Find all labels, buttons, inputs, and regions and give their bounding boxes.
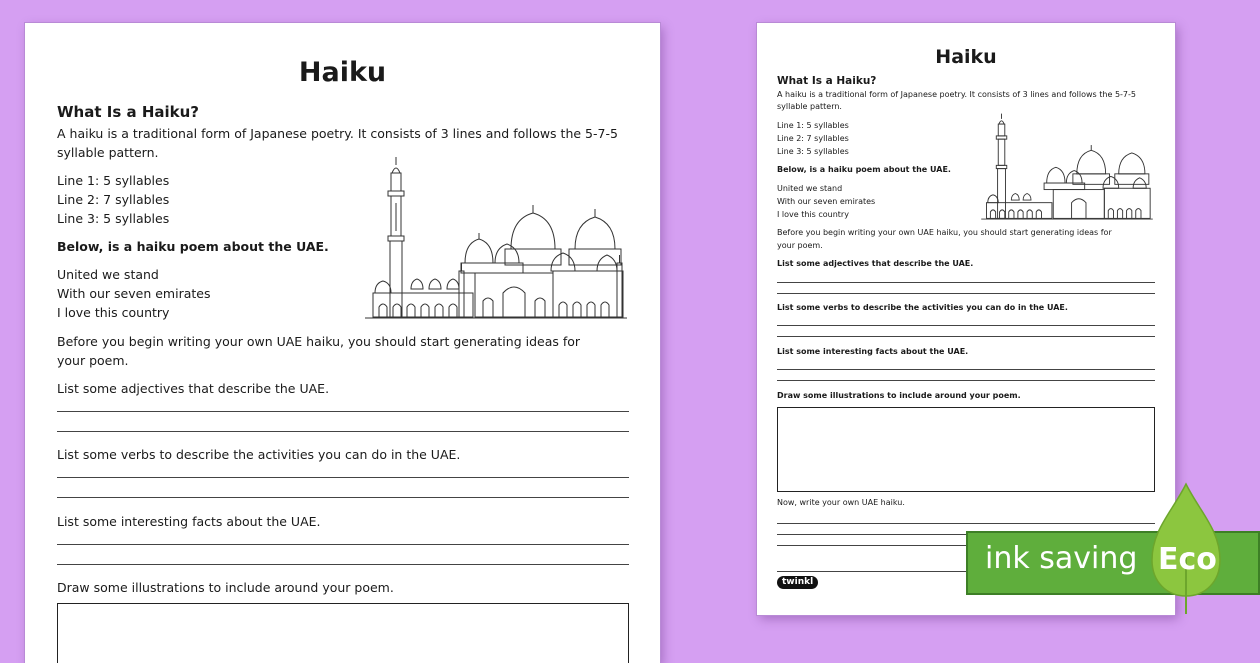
before-text-line-2: your poem. xyxy=(57,353,129,368)
poem-line-2-small: With our seven emirates xyxy=(777,197,876,206)
prompt-adjectives-small: List some adjectives that describe the UAE. xyxy=(777,259,974,268)
prompt-verbs-small: List some verbs to describe the activities you can do in the UAE. xyxy=(777,303,1068,312)
writing-line[interactable] xyxy=(777,523,1155,524)
syllable-line-3-small: Line 3: 5 syllables xyxy=(777,147,849,156)
intro-text-line-1: A haiku is a traditional form of Japanese poetry. It consists of 3 lines and follows the 5-7-5 xyxy=(57,126,618,141)
syllable-line-2-small: Line 2: 7 syllables xyxy=(777,134,849,143)
writing-line[interactable] xyxy=(777,282,1155,283)
writing-line[interactable] xyxy=(57,497,629,498)
page-title: Haiku xyxy=(298,57,387,88)
poem-line-3-small: I love this country xyxy=(777,210,849,219)
mosque-illustration-small xyxy=(981,111,1153,221)
page-title-small: Haiku xyxy=(935,46,997,68)
writing-line[interactable] xyxy=(777,369,1155,370)
prompt-adjectives: List some adjectives that describe the UAE. xyxy=(57,381,330,396)
drawing-box-small[interactable] xyxy=(777,407,1155,492)
prompt-illustrations: Draw some illustrations to include around your poem. xyxy=(57,580,394,595)
syllable-line-1: Line 1: 5 syllables xyxy=(57,173,170,188)
syllable-line-1-small: Line 1: 5 syllables xyxy=(777,121,849,130)
writing-line[interactable] xyxy=(777,293,1155,294)
poem-line-1-small: United we stand xyxy=(777,184,843,193)
poem-line-2: With our seven emirates xyxy=(57,286,211,301)
writing-line[interactable] xyxy=(777,336,1155,337)
mosque-illustration xyxy=(365,153,627,321)
syllable-line-2: Line 2: 7 syllables xyxy=(57,192,170,207)
intro-text-line-2: syllable pattern. xyxy=(57,145,159,160)
writing-line[interactable] xyxy=(777,380,1155,381)
before-text-line-2-small: your poem. xyxy=(777,241,823,250)
worksheet-large xyxy=(25,23,660,663)
worksheet-small xyxy=(757,23,1175,615)
poem-line-3: I love this country xyxy=(57,305,170,320)
prompt-facts-small: List some interesting facts about the UAE. xyxy=(777,347,969,356)
prompt-facts: List some interesting facts about the UAE. xyxy=(57,514,321,529)
writing-line[interactable] xyxy=(57,544,629,545)
writing-line[interactable] xyxy=(777,325,1155,326)
example-heading: Below, is a haiku poem about the UAE. xyxy=(57,239,329,254)
example-heading-small: Below, is a haiku poem about the UAE. xyxy=(777,165,951,174)
prompt-write: Now, write your own UAE haiku. xyxy=(777,498,905,507)
writing-line[interactable] xyxy=(57,477,629,478)
ink-saving-text: ink saving xyxy=(985,541,1138,576)
intro-text-line-1-small: A haiku is a traditional form of Japanese poetry. It consists of 3 lines and follows the 5-7-5 xyxy=(777,90,1136,99)
twinkl-logo: twinkl xyxy=(777,576,818,589)
intro-heading-small: What Is a Haiku? xyxy=(777,75,877,87)
writing-line[interactable] xyxy=(57,431,629,432)
prompt-verbs: List some verbs to describe the activities you can do in the UAE. xyxy=(57,447,461,462)
drawing-box[interactable] xyxy=(57,603,629,663)
intro-heading: What Is a Haiku? xyxy=(57,103,199,121)
before-text-line-1-small: Before you begin writing your own UAE haiku, you should start generating ideas for xyxy=(777,228,1112,237)
writing-line[interactable] xyxy=(57,564,629,565)
intro-text-line-2-small: syllable pattern. xyxy=(777,102,842,111)
prompt-illustrations-small: Draw some illustrations to include around your poem. xyxy=(777,391,1021,400)
before-text-line-1: Before you begin writing your own UAE haiku, you should start generating ideas for xyxy=(57,334,581,349)
eco-label: Eco xyxy=(1158,542,1217,577)
poem-line-1: United we stand xyxy=(57,267,159,282)
writing-line[interactable] xyxy=(57,411,629,412)
syllable-line-3: Line 3: 5 syllables xyxy=(57,211,170,226)
